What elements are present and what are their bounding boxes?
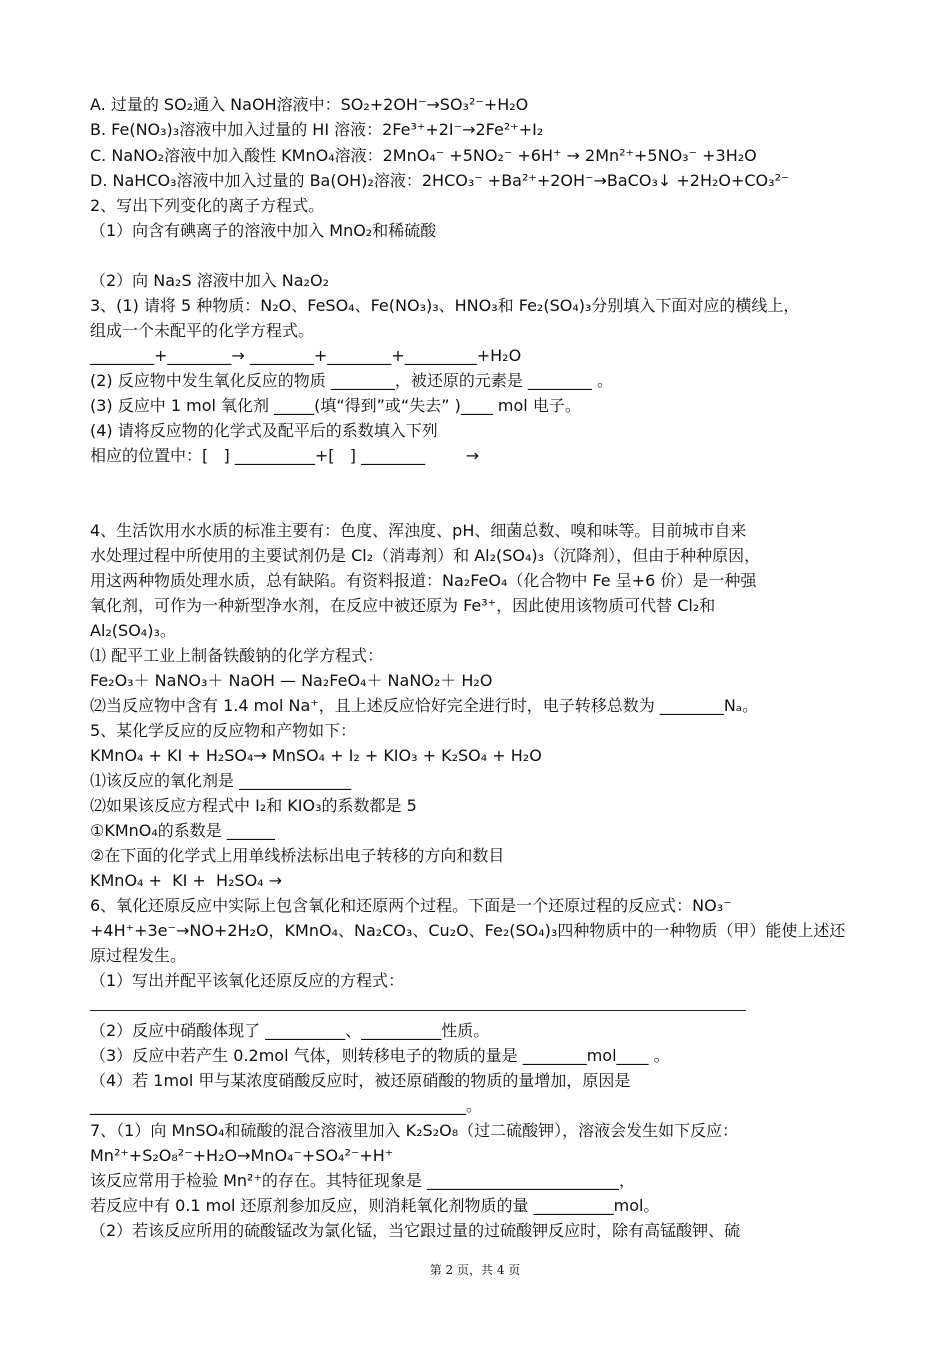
question-2-title: 2、写出下列变化的离子方程式。: [90, 196, 325, 215]
question-6-part-2: （2）反应中硝酸体现了 __________、__________性质。: [90, 1021, 490, 1040]
question-3-line-1: 3、(1) 请将 5 种物质：N₂O、FeSO₄、Fe(NO₃)₃、HNO₃和 Fe₂(SO₄)₃分别填入下面对应的横线上，: [90, 296, 800, 315]
question-7-part-2: （2）若该反应所用的硫酸锰改为氯化锰，当它跟过量的过硫酸钾反应时，除有高锰酸钾、硫: [90, 1221, 741, 1240]
question-3-equation-blanks: ________+________→ ________+________+_________+H₂O: [90, 346, 522, 365]
question-2-part-2: （2）向 Na₂S 溶液中加入 Na₂O₂: [90, 271, 329, 290]
question-3-line-2: 组成一个未配平的化学方程式。: [90, 321, 315, 340]
question-5-part-1: ⑴该反应的氧化剂是 ______________: [90, 771, 352, 790]
question-4-line-4: 氧化剂，可作为一种新型净水剂，在反应中被还原为 Fe³⁺，因此使用该物质可代替 Cl₂和: [90, 596, 716, 615]
question-6-line-2: +4H⁺+3e⁻→NO+2H₂O，KMnO₄、Na₂CO₃、Cu₂O、Fe₂(SO₄)₃四种物质中的一种物质（甲）能使上述还: [90, 921, 846, 940]
question-2-part-1: （1）向含有碘离子的溶液中加入 MnO₂和稀硫酸: [90, 221, 437, 240]
question-4-part-2: ⑵当反应物中含有 1.4 mol Na⁺，且上述反应恰好完全进行时，电子转移总数为 ________Nₐ。: [90, 696, 759, 715]
option-a: A. 过量的 SO₂通入 NaOH溶液中：SO₂+2OH⁻→SO₃²⁻+H₂O: [90, 95, 529, 114]
question-5-title: 5、某化学反应的反应物和产物如下：: [90, 721, 357, 740]
question-4-line-1: 4、生活饮用水水质的标准主要有：色度、浑浊度、pH、细菌总数、嗅和味等。目前城市自来: [90, 521, 747, 540]
question-4-line-5: Al₂(SO₄)₃。: [90, 621, 176, 640]
question-5-part-2-b: ②在下面的化学式上用单线桥法标出电子转移的方向和数目: [90, 846, 505, 865]
question-7-line-4: 若反应中有 0.1 mol 还原剂参加反应，则消耗氧化剂物质的量 __________mol。: [90, 1196, 660, 1215]
question-3-part-2: (2) 反应物中发生氧化反应的物质 ________，被还原的元素是 ________ 。: [90, 371, 614, 390]
question-5-part-2-a: ①KMnO₄的系数是 ______: [90, 821, 275, 840]
option-d: D. NaHCO₃溶液中加入过量的 Ba(OH)₂溶液：2HCO₃⁻ +Ba²⁺+2OH⁻→BaCO₃↓ +2H₂O+CO₃²⁻: [90, 171, 790, 190]
question-6-part-1: （1）写出并配平该氧化还原反应的方程式：: [90, 971, 405, 990]
question-3-part-4: (4) 请将反应物的化学式及配平后的系数填入下列: [90, 421, 438, 440]
question-3-part-3: (3) 反应中 1 mol 氧化剂 _____(填“得到”或“失去” )____ mol 电子。: [90, 396, 581, 415]
page-footer: 第 2 页，共 4 页: [429, 1263, 521, 1277]
question-5-reactants: KMnO₄ + KI + H₂SO₄ →: [90, 871, 283, 890]
option-c: C. NaNO₂溶液中加入酸性 KMnO₄溶液：2MnO₄⁻ +5NO₂⁻ +6H⁺ → 2Mn²⁺+5NO₃⁻ +3H₂O: [90, 146, 757, 165]
question-6-part-4-blank: _______________________________________________。: [90, 1096, 483, 1115]
question-4-line-3: 用这两种物质处理水质，总有缺陷。有资料报道：Na₂FeO₄（化合物中 Fe 呈+6 价）是一种强: [90, 571, 757, 590]
option-b: B. Fe(NO₃)₃溶液中加入过量的 HI 溶液：2Fe³⁺+2I⁻→2Fe²⁺+I₂: [90, 120, 544, 139]
question-3-part-4-blanks: 相应的位置中：[ ] __________+[ ] ________ →: [90, 446, 480, 465]
question-5-part-2: ⑵如果该反应方程式中 I₂和 KIO₃的系数都是 5: [90, 796, 417, 815]
question-7-equation: Mn²⁺+S₂O₈²⁻+H₂O→MnO₄⁻+SO₄²⁻+H⁺: [90, 1146, 394, 1165]
question-4-equation: Fe₂O₃＋ NaNO₃＋ NaOH — Na₂FeO₄＋ NaNO₂＋ H₂O: [90, 671, 493, 690]
question-6-line-1: 6、氧化还原反应中实际上包含氧化和还原两个过程。下面是一个还原过程的反应式：NO₃⁻: [90, 896, 732, 915]
question-6-part-3: （3）反应中若产生 0.2mol 气体，则转移电子的物质的量是 ________mol____ 。: [90, 1046, 670, 1065]
question-6-line-3: 原过程发生。: [90, 946, 187, 965]
question-4-part-1: ⑴ 配平工业上制备铁酸钠的化学方程式：: [90, 646, 384, 665]
question-5-equation: KMnO₄ + KI + H₂SO₄→ MnSO₄ + I₂ + KIO₃ + K₂SO₄ + H₂O: [90, 746, 542, 765]
question-7-line-1: 7、（1）向 MnSO₄和硫酸的混合溶液里加入 K₂S₂O₈（过二硫酸钾），溶液会发生如下反应：: [90, 1121, 739, 1140]
question-4-line-2: 水处理过程中所使用的主要试剂仍是 Cl₂（消毒剂）和 Al₂(SO₄)₃（沉降剂），但由于种种原因，: [90, 546, 761, 565]
answer-line: [90, 1010, 746, 1011]
question-6-part-4: （4）若 1mol 甲与某浓度硝酸反应时，被还原硝酸的物质的量增加，原因是: [90, 1071, 631, 1090]
question-7-line-3: 该反应常用于检验 Mn²⁺的存在。其特征现象是 ________________________，: [90, 1171, 635, 1190]
